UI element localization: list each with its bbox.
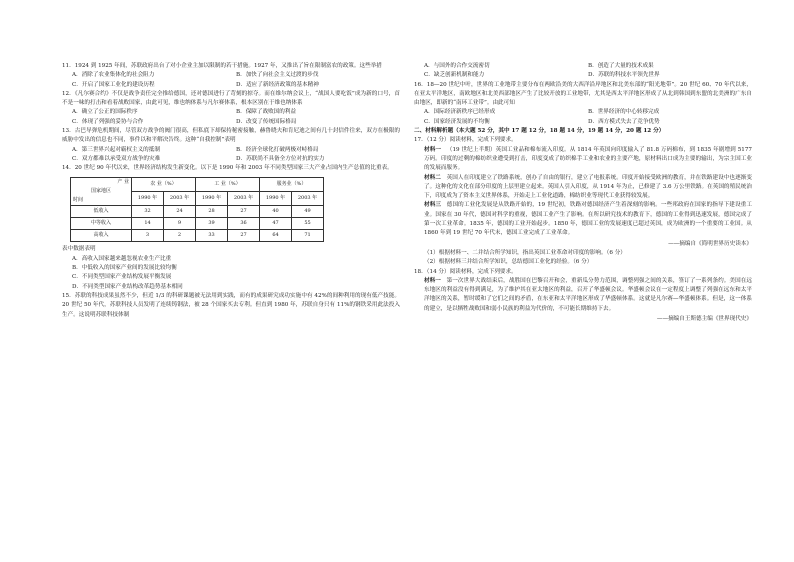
row-label: 低收入: [71, 206, 132, 218]
table-cell: 47: [260, 218, 292, 230]
year-header: 1990 年: [132, 192, 164, 206]
q16-option-b: B．世界经济的中心转移完成: [588, 109, 660, 116]
q15-option-a: A．与国外的合作交流密切: [424, 63, 490, 69]
q16-options: [414, 108, 752, 127]
q15-option-d: D．苏联的科技水平领先世界: [588, 72, 660, 79]
table-cell: 24: [164, 206, 196, 218]
material-text: 第一次世界大战结束后，战胜国在巴黎召开和会，重新瓜分势力范围，调整列强之间的关系，签订了一系列条约。美国在远东地区的利益没有得到满足，为了维护其在亚太地区的利益，召开了华盛顿会议。华盛顿会议在一定程度上调整了列强在远东和太平洋地区的关系，暂时缓和了它们之间的矛盾，在东亚和太平洋地区形成了华盛顿体系。这就是凡尔赛—华盛顿体系。但是，这一体系的建立，是以牺牲战败国和弱小民族的利益为代价的，不可能长期维持下去。: [424, 277, 752, 312]
material-label: 材料二: [424, 174, 441, 181]
material-text: 德国的工业化发展是从铁路开始的，19 世纪初，铁路对德国经济产生着深刻的影响。一些邦政府在国家的指导下建设重工业。国家在 30 年代，德国对科学的重视，德国工业产生了影响。在所以研究技术的教育下，德国的工业得到迅速发展，德国完成了第一次工业革命。1835 年，德国的工业开始起步。1850 年，德国工业的发展速度已超过英国，成为欧洲的一个重要的工业国。从 1860 年到 19 世纪 70 年代末，德国工业完成了工业革命。: [424, 202, 752, 237]
table-corner: [71, 177, 132, 206]
q18-material-1: [414, 277, 752, 314]
q11-option-d: D．适应了新经济政策的基本精神: [236, 81, 319, 88]
q12-option-c: C．体现了列强的妥协与合作: [72, 118, 144, 125]
table-cell: 28: [196, 206, 228, 218]
q14-stem: 14．20 世纪 90 年代以来，世界经济结构发生新变化。以下是 1990 年和 2003 年不同类型国家三大产业占国内生产总值的比重表。: [62, 165, 393, 172]
q14-option-b: B．中低收入的国家产业间的发展比较均衡: [72, 265, 177, 272]
table-row: [71, 206, 324, 218]
table-cell: 39: [196, 218, 228, 230]
q17-sub-2: （2）根据材料三并结合所学知识，总结德国工业化的经验。（6 分）: [424, 259, 593, 266]
q11-option-c: C．开启了国家工业化的建设历程: [72, 81, 155, 88]
material-label: 材料三: [424, 202, 442, 209]
table-cell: 9: [164, 218, 196, 230]
row-label: 中等收入: [71, 218, 132, 230]
q13-option-b: B．经济全球化打破两极对峙格局: [236, 146, 319, 153]
year-header: 2003 年: [292, 192, 324, 206]
table-cell: 40: [260, 206, 292, 218]
q12-stem: 12．《凡尔赛合约》不仅是战争责任完全推给德国，还对德国进行了苛刻的掠夺。而在维尔纳会议上，“战国人要吃饭”成为新的口号，首不是一味的打击和看着战败国家，由此可见，维也纳体系与凡尔赛体系，根本区别在于维也纳体系: [62, 90, 400, 107]
q14-option-c: C．不同类型国家产业结构发展平衡发展: [72, 274, 172, 281]
table-row: [71, 230, 324, 242]
corner-top: 产 业: [117, 178, 129, 185]
right-column: [414, 62, 752, 324]
year-header: 2003 年: [164, 192, 196, 206]
q13-option-c: C．双方都难以承受双方战争的灾难: [72, 155, 161, 162]
material-label: 材料一: [424, 146, 442, 153]
q18-source: ——摘编自王斯德主编《世界现代史》: [656, 316, 752, 323]
q11-stem: 11．1924 到 1925 年间，苏联政府出台了对小企业主加以限制的若干措施。1927 年，又推出了旨在限制富农的政策。这些举措: [62, 63, 382, 69]
q13-option-a: A．第三世界兴起对霸权主义的抵制: [72, 146, 160, 153]
q11-options: [62, 71, 400, 90]
q13-option-d: D．苏联尚不具备全方位对抗的实力: [236, 155, 325, 162]
q13-options: [62, 146, 400, 165]
year-header: 1990 年: [196, 192, 228, 206]
q12-option-b: B．保障了战败国的利益: [236, 109, 297, 116]
table-cell: 2: [164, 230, 196, 242]
q16-stem: 16．18—20 世纪中叶，世界的工业地带主要分布在两欧沿美的大西洋沿岸地区和北美东部的“阳光地带”。20 世纪 60、70 年代以来，在亚太平洋地区，南欧地区和北美西部地区产生了比较开放的工业地带，尤其是西太平洋地区形成了从北到韩国到东盟的北美洲的广东自由地区，即新的“南环工业带”。由此可知: [414, 81, 752, 107]
table-cell: 3: [132, 230, 164, 242]
material-text: （19 世纪上半期）英国工业品和棉布流入印度。从 1814 年英国向印度输入了 81.8 万码棉布，到 1835 年剧增到 5177 万码。印度的过剩的棉纺织业遭受到打击，印度变成了纺织棉手工业和农业的主要产地，原材料出口成为主要的输出，为宗主国工业的发展而服务。: [424, 146, 752, 172]
group-header-services: 服务业（%）: [260, 177, 324, 191]
corner-bottom: 时间: [73, 197, 84, 204]
q12-option-d: D．改变了传统国际格局: [236, 118, 297, 125]
q12-options: [62, 108, 400, 127]
table-cell: 49: [292, 206, 324, 218]
q17-material-2: [414, 174, 752, 202]
year-header: 1990 年: [260, 192, 292, 206]
table-cell: 64: [260, 230, 292, 242]
q15-option-c: C．缺乏创新机制和能力: [424, 72, 485, 79]
q15-options: [414, 62, 752, 81]
q14-option-d: D．不同类型国家产业结构改革趋势基本相同: [72, 283, 183, 290]
table-cell: 32: [132, 206, 164, 218]
q17-sub-1: （1）根据材料一、二并结合所学知识，指出英国工业革命对印度的影响。（6 分）: [424, 249, 626, 256]
table-cell: 33: [196, 230, 228, 242]
q15-option-b: B．创造了大量的技术成果: [588, 63, 654, 69]
table-cell: 27: [228, 206, 260, 218]
q11-option-a: A．消除了农业集体化的社会阻力: [72, 72, 155, 79]
material-text: 英国人在印度建立了铁路系统，创办了自由的银行，建立了电报系统。印度开始接受欧洲的教育，并在铁路建设中也逐渐变了。这种化的文化在部分印度的上层里建立起来。英国人引入印度，从 1914 年为止，已修建了 3.6 万公里铁路。在英国的殖民统治下，印度成为了资本主义世界体系，开始走上工业化道路，棉纺织业等现代工业获得较发展。: [424, 174, 752, 200]
year-header: 2003 年: [228, 192, 260, 206]
q15-stem: 15．苏联的科技成果虽然不少，但近 1/3 的科研课题被无法用到实践，而有的成果研究成功实施中有 42%的间种利用的现有低产技能。20 世纪 50 年代，苏联科技人员发明了连续铸钢法，被 28 个国家买去专利。但直到 1980 年，苏联自身只有 11%的钢铁采用此法投入生产。这说明苏联科技体制: [62, 292, 400, 318]
q14-options: [62, 255, 400, 292]
table-cell: 36: [228, 218, 260, 230]
table-cell: 14: [132, 218, 164, 230]
q13-stem: 13．古巴导弹危机期间，尽管双方战争的阀门很高，但私底下却保持秘密接触，赫鲁晓夫和肯尼迪之间有几十封信件往来，双方在极限的威胁中发出的信息也不同，事件以和平解决告终。这种“自我控制”表明: [62, 128, 400, 144]
industry-share-table: [70, 177, 324, 243]
table-cell: 27: [228, 230, 260, 242]
material-label: 材料一: [424, 277, 441, 284]
corner-mid: 国家地区: [90, 187, 111, 194]
left-column: [62, 62, 400, 320]
part2-heading: 二、材料解析题（本大题 52 分，其中 17 题 12 分，18 题 14 分，19 题 14 分，20 题 12 分）: [414, 128, 665, 135]
q14-after: 表中数据表明: [62, 246, 96, 253]
q16-option-d: D．西方模式失去了竞争优势: [588, 118, 660, 125]
q17-source: ——摘编自《简明世界历史读本》: [668, 240, 752, 247]
group-header-industry: 工 业（%）: [196, 177, 260, 191]
q18-head: 18．（14 分）阅读材料，完成下列要求。: [414, 268, 517, 275]
q12-option-a: A．确立了公正的国际秩序: [72, 109, 138, 116]
table-cell: 55: [292, 218, 324, 230]
row-label: 高收入: [71, 230, 132, 242]
table-row: [71, 218, 324, 230]
group-header-agriculture: 农 业（%）: [132, 177, 196, 191]
q17-material-3: [414, 201, 752, 238]
q17-head: 17．（12 分）阅读材料，完成下列要求。: [414, 137, 517, 144]
q16-option-c: C．国家经济发展的不均衡: [424, 118, 490, 125]
table-cell: 71: [292, 230, 324, 242]
q11-option-b: B．加快了向社会主义过渡的步伐: [236, 72, 319, 79]
q17-material-1: [414, 146, 752, 174]
q14-option-a: A．高收入国家越来越忽视农业生产比重: [72, 255, 172, 262]
q16-option-a: A．国际经济新秩序已经形成: [424, 109, 496, 116]
